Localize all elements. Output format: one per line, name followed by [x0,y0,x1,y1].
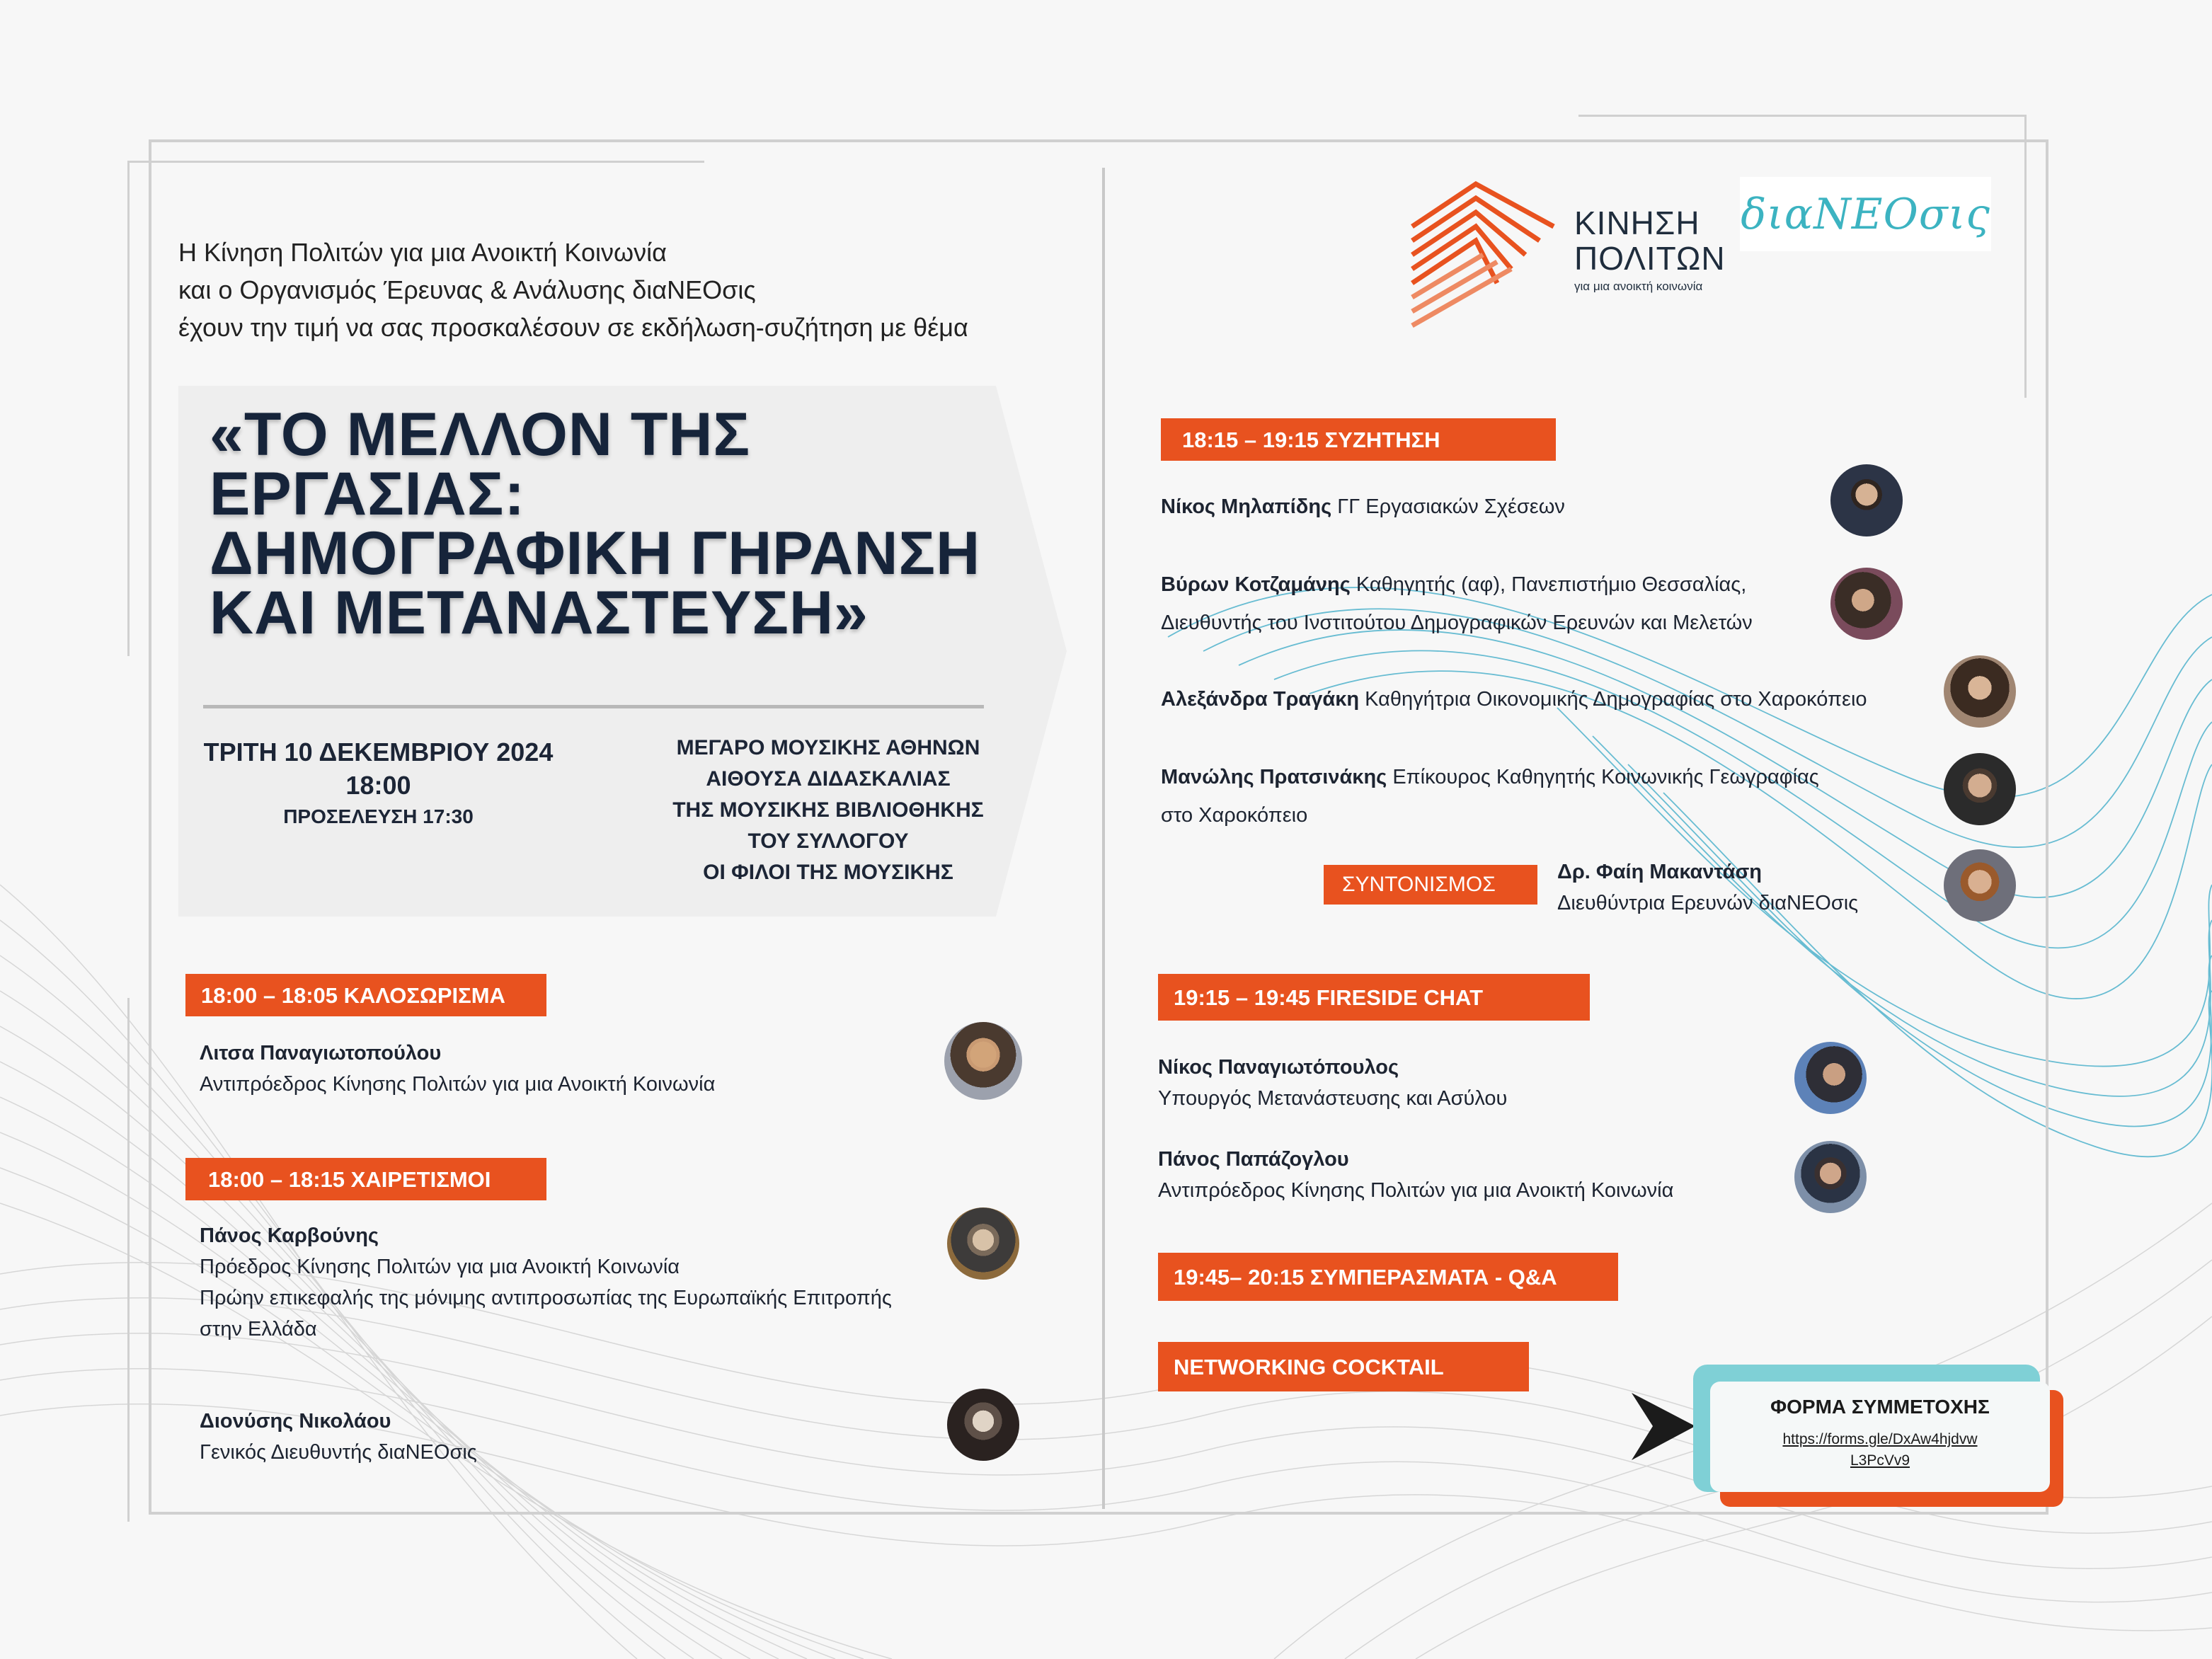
greetings-bar: 18:00 – 18:15 ΧΑΙΡΕΤΙΣΜΟΙ [185,1158,546,1200]
fireside-bar: 19:15 – 19:45 FIRESIDE CHAT [1158,974,1590,1021]
arrow-pointer-icon [1632,1393,1695,1460]
event-day: ΤΡΙΤΗ 10 ΔΕΚΕΜΒΡΙΟΥ 2024 [203,737,554,767]
event-title [210,401,981,647]
fireside-speaker-2-role: Αντιπρόεδρος Κίνησης Πολιτών για μια Ανοικτή Κοινωνία [1158,1179,1674,1202]
kinisi-tagline: για μια ανοικτή κοινωνία [1574,280,1703,293]
dianeosis-logo [1740,177,1991,251]
venue-line-2: ΑΙΘΟΥΣΑ ΔΙΔΑΣΚΑΛΙΑΣ [706,767,951,791]
event-time: 18:00 [345,771,411,800]
greeting-2-role: Γενικός Διευθυντής διαΝΕΟσις [200,1441,477,1464]
registration-form-card[interactable] [1710,1382,2050,1492]
title-line-2: ΕΡΓΑΣΙΑΣ: [210,460,526,528]
speaker-photo-makantasi [1944,849,2016,922]
welcome-bar: 18:00 – 18:05 ΚΑΛΟΣΩΡΙΣΜΑ [185,974,546,1016]
moderator-name: Δρ. Φαίη Μακαντάση [1557,861,1763,883]
venue-line-1: ΜΕΓΑΡΟ ΜΟΥΣΙΚΗΣ ΑΘΗΝΩΝ [676,736,980,759]
frame-accent-top-left [127,161,704,163]
discussion-bar: 18:15 – 19:15 ΣΥΖΗΤΗΣΗ [1161,418,1556,461]
frame-accent-top-right [1578,115,2024,117]
greeting-1-role-2: Πρώην επικεφαλής της μόνιμης αντιπροσωπίας της Ευρωπαϊκής Επιτροπής [200,1287,892,1309]
intro-line-2: και ο Οργανισμός Έρευνας & Ανάλυσης διαΝΕΟσις [178,275,756,304]
conclusions-bar: 19:45– 20:15 ΣΥΜΠΕΡΑΣΜΑΤΑ - Q&A [1158,1253,1618,1301]
moderator-role: Διευθύντρια Ερευνών διαΝΕΟσις [1557,892,1859,914]
venue-line-4: ΤΟΥ ΣΥΛΛΟΓΟΥ [747,830,909,853]
welcome-speaker-name: Λιτσα Παναγιωτοπούλου [200,1042,442,1064]
greeting-1-role-1: Πρόεδρος Κίνησης Πολιτών για μια Ανοικτή Κοινωνία [200,1256,680,1278]
kinisi-politon-logo-icon [1405,177,1561,336]
greeting-1-name: Πάνος Καρβούνης [200,1224,379,1247]
discussion-speaker-2-line-1: Βύρων Κοτζαμάνης Καθηγητής (αφ), Πανεπιστήμιο Θεσσαλίας, [1161,573,1747,596]
intro-line-1: Η Κίνηση Πολιτών για μια Ανοικτή Κοινωνία [178,238,667,267]
venue-line-5: ΟΙ ΦΙΛΟΙ ΤΗΣ ΜΟΥΣΙΚΗΣ [703,861,953,884]
fireside-speaker-1-role: Υπουργός Μετανάστευσης και Ασύλου [1158,1087,1508,1110]
frame-accent-bottom-left [127,998,130,1522]
title-line-3: ΔΗΜΟΓΡΑΦΙΚΗ ΓΗΡΑΝΣΗ [210,519,981,587]
speaker-photo-milapidis [1830,464,1903,536]
form-link-line-1[interactable]: https://forms.gle/DxAw4hjdvw [1782,1431,1978,1447]
form-link-line-2[interactable]: L3PcVv9 [1850,1452,1910,1469]
greeting-1-role-3: στην Ελλάδα [200,1318,317,1341]
speaker-photo-litsa [944,1022,1022,1100]
greeting-2-name: Διονύσης Νικολάου [200,1410,391,1433]
venue-line-3: ΤΗΣ ΜΟΥΣΙΚΗΣ ΒΙΒΛΙΟΘΗΚΗΣ [672,798,984,822]
form-title: ΦΟΡΜΑ ΣΥΜΜΕΤΟΧΗΣ [1770,1396,1990,1418]
kinisi-line-2: ΠΟΛΙΤΩΝ [1574,240,1726,277]
title-divider [203,705,984,708]
kinisi-politon-logo-text [1574,205,1726,297]
dianeosis-logo-text: διαΝΕΟσις [1741,189,1990,239]
discussion-speaker-4-line-1: Μανώλης Πρατσινάκης Επίκουρος Καθηγητής Κοινωνικής Γεωγραφίας [1161,766,1819,788]
speaker-photo-kotzamanis [1830,568,1903,640]
intro-line-3: έχουν την τιμή να σας προσκαλέσουν σε εκδήλωση-συζήτηση με θέμα [178,313,968,342]
speaker-photo-papazoglou [1794,1141,1867,1213]
title-line-4: ΚΑΙ ΜΕΤΑΝΑΣΤΕΥΣΗ» [210,579,869,647]
event-arrival: ΠΡΟΣΕΛΕΥΣΗ 17:30 [283,805,474,827]
speaker-photo-tragaki [1944,655,2016,728]
speaker-photo-nikolaou [947,1389,1019,1461]
speaker-photo-panagiotopoulos [1794,1042,1867,1114]
discussion-speaker-3: Αλεξάνδρα Τραγάκη Καθηγήτρια Οικονομικής Δημογραφίας στο Χαροκόπειο [1161,688,1867,711]
kinisi-line-1: ΚΙΝΗΣΗ [1574,205,1700,241]
discussion-speaker-2-line-2: Διευθυντής του Ινστιτούτου Δημογραφικών Ερευνών και Μελετών [1161,612,1753,634]
discussion-speaker-4-line-2: στο Χαροκόπειο [1161,804,1308,827]
frame-accent-right [2024,115,2027,398]
fireside-speaker-2-name: Πάνος Παπάζογλου [1158,1148,1349,1171]
fireside-speaker-1-name: Νίκος Παναγιωτόπουλος [1158,1056,1399,1079]
venue-block [623,733,1033,888]
welcome-speaker-role: Αντιπρόεδρος Κίνησης Πολιτών για μια Ανοικτή Κοινωνία [200,1073,716,1096]
column-divider [1102,168,1105,1509]
frame-accent-left [127,161,130,656]
title-line-1: «ΤΟ ΜΕΛΛΟΝ ΤΗΣ [210,401,751,469]
event-date-block [185,736,571,831]
discussion-speaker-1: Νίκος Μηλαπίδης ΓΓ Εργασιακών Σχέσεων [1161,495,1565,518]
speaker-photo-pratsinakis [1944,753,2016,825]
moderation-bar: ΣΥΝΤΟΝΙΣΜΟΣ [1324,865,1537,905]
intro-text [178,234,968,346]
networking-bar: NETWORKING COCKTAIL [1158,1342,1529,1391]
speaker-photo-karvounis [947,1207,1019,1280]
